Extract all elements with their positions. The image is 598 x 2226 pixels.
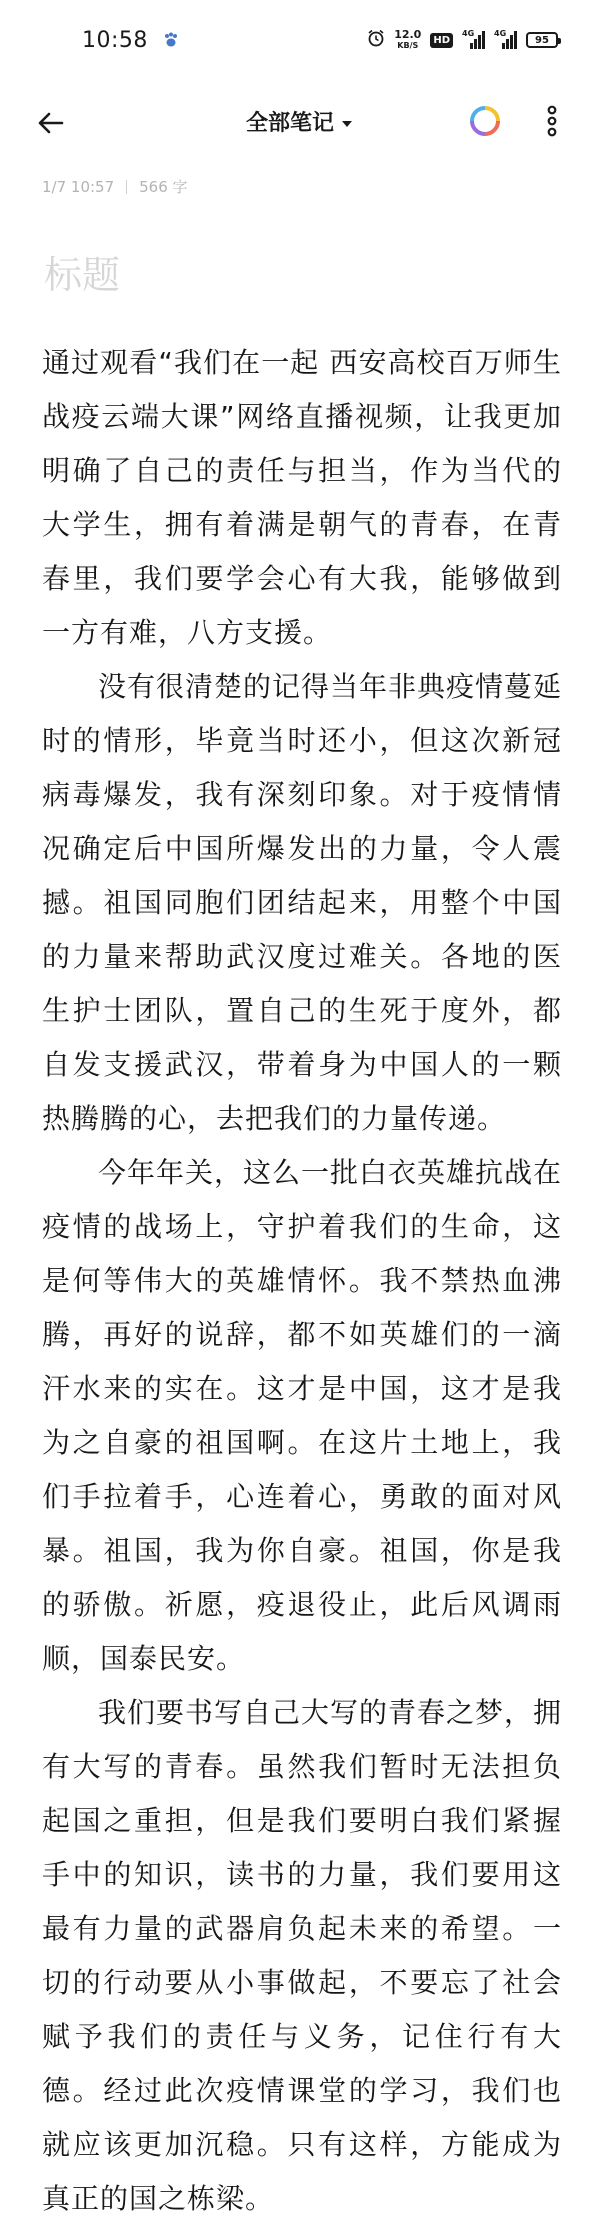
word-count: 566 字 [139,178,188,196]
note-paragraph-4: 我们要书写自己大写的青春之梦，拥有大写的青春。虽然我们暂时无法担负起国之重担，但是我们要明白我们紧握手中的知识，读书的力量，我们要用这最有力量的武器肩负起未来的希望。一切的行动要从小事做起，不要忘了社会赋予我们的责任与义务，记住行有大德。经过此次疫情课堂的学习，我们也就应该更加沉稳。只有这样，方能成为真正的国之栋梁。 [42,1696,563,2215]
battery-icon [526,32,558,48]
app-header [0,90,598,154]
note-meta [42,176,188,197]
folder-selector[interactable] [0,106,598,137]
signal-1-icon [462,31,485,49]
folder-title: 全部笔记 [245,111,334,136]
status-time: 10:58 [82,27,148,53]
note-timestamp: 1/7 10:57 [42,177,115,196]
status-bar [0,0,598,80]
note-paragraph-1: 通过观看“我们在一起 西安高校百万师生战疫云端大课”网络直播视频，让我更加明确了自己的责任与担当，作为当代的大学生，拥有着满是朝气的青春，在青春里，我们要学会心有大我，能够做到一方有难，八方支援。 [42,346,562,649]
network-speed-unit: KB/S [397,41,419,50]
signal-2-tag: 4G [494,29,507,38]
caret-down-icon [342,121,352,127]
more-options-icon[interactable] [540,102,564,140]
note-title-input[interactable] [42,252,566,298]
note-paragraph-3: 今年年关，这么一批白衣英雄抗战在疫情的战场上，守护着我们的生命，这是何等伟大的英雄情怀。我不禁热血沸腾，再好的说辞，都不如英雄们的一滴汗水来的实在。这才是中国，这才是我为之自豪的祖国啊。在这片土地上，我们手拉着手，心连着心，勇敢的面对风暴。祖国，我为你自豪。祖国，你是我的骄傲。祈愿，疫退役止，此后风调雨顺，国泰民安。 [42,1156,563,1675]
hd-voice-badge: HD [430,33,453,48]
network-speed-value: 12.0 [394,28,422,41]
signal-2-icon [494,31,517,49]
color-theme-icon[interactable] [468,104,502,138]
alarm-clock-icon [367,29,385,51]
note-paragraph-2: 没有很清楚的记得当年非典疫情蔓延时的情形，毕竟当时还小，但这次新冠病毒爆发，我有深刻印象。对于疫情情况确定后中国所爆发出的力量，令人震撼。祖国同胞们团结起来，用整个中国的力量来帮助武汉度过难关。各地的医生护士团队，置自己的生死于度外，都自发支援武汉，带着身为中国人的一颗热腾腾的心，去把我们的力量传递。 [42,670,563,1135]
note-body-editor[interactable] [42,336,562,2226]
status-indicators [367,29,558,51]
battery-level: 95 [535,34,549,46]
meta-divider [126,180,127,194]
signal-1-tag: 4G [462,29,475,38]
paw-notification-icon [162,31,180,49]
network-speed [394,29,421,51]
